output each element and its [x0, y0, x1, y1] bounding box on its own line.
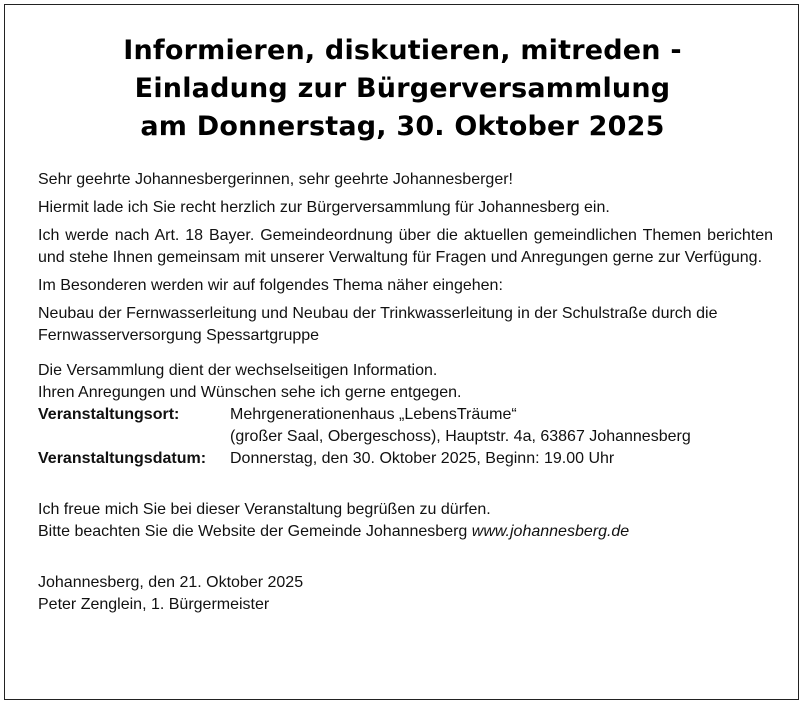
date-value: Donnerstag, den 30. Oktober 2025, Beginn: 19.00 Uhr	[230, 450, 615, 467]
location-label: Veranstaltungsort:	[38, 406, 180, 423]
signature-place-date: Johannesberg, den 21. Oktober 2025	[38, 574, 304, 591]
event-location	[38, 404, 773, 448]
special-topic: Neubau der Fernwasserleitung und Neubau der Trinkwasserleitung in der Schulstraße durch die Fernwasserversorgung Spessartgruppe	[38, 305, 718, 344]
special-topic-intro: Im Besonderen werden wir auf folgendes Thema näher eingehen:	[38, 277, 503, 294]
title-line-3: am Donnerstag, 30. Oktober 2025	[140, 111, 665, 142]
greeting: Sehr geehrte Johannesbergerinnen, sehr geehrte Johannesberger!	[38, 171, 513, 188]
invitation-text: Hiermit lade ich Sie recht herzlich zur Bürgerversammlung für Johannesberg ein.	[38, 199, 610, 216]
website-link[interactable]: www.johannesberg.de	[471, 523, 630, 540]
closing-line-2	[38, 521, 773, 543]
report-text: Ich werde nach Art. 18 Bayer. Gemeindeordnung über die aktuellen gemeindlichen Themen berichten und stehe Ihnen gemeinsam mit unserer Verwaltung für Fragen und Anregungen gerne zur Verfügung.	[38, 227, 773, 266]
announcement-title	[5, 32, 800, 146]
location-line-1: Mehrgenerationenhaus „LebensTräume“	[230, 406, 517, 423]
closing-line-1: Ich freue mich Sie bei dieser Veranstaltung begrüßen zu dürfen.	[38, 501, 491, 518]
location-line-2: (großer Saal, Obergeschoss), Hauptstr. 4a, 63867 Johannesberg	[230, 428, 691, 445]
title-line-2: Einladung zur Bürgerversammlung	[134, 73, 671, 104]
announcement-frame	[4, 4, 799, 700]
purpose-line-2: Ihren Anregungen und Wünschen sehe ich gerne entgegen.	[38, 384, 462, 401]
signature-name: Peter Zenglein, 1. Bürgermeister	[38, 596, 270, 613]
date-label: Veranstaltungsdatum:	[38, 450, 207, 467]
closing-line-2-text: Bitte beachten Sie die Website der Gemeinde Johannesberg	[38, 523, 472, 540]
title-line-1: Informieren, diskutieren, mitreden -	[123, 35, 682, 66]
purpose-line-1: Die Versammlung dient der wechselseitigen Information.	[38, 362, 438, 379]
announcement-body	[38, 169, 773, 616]
event-date	[38, 448, 773, 470]
